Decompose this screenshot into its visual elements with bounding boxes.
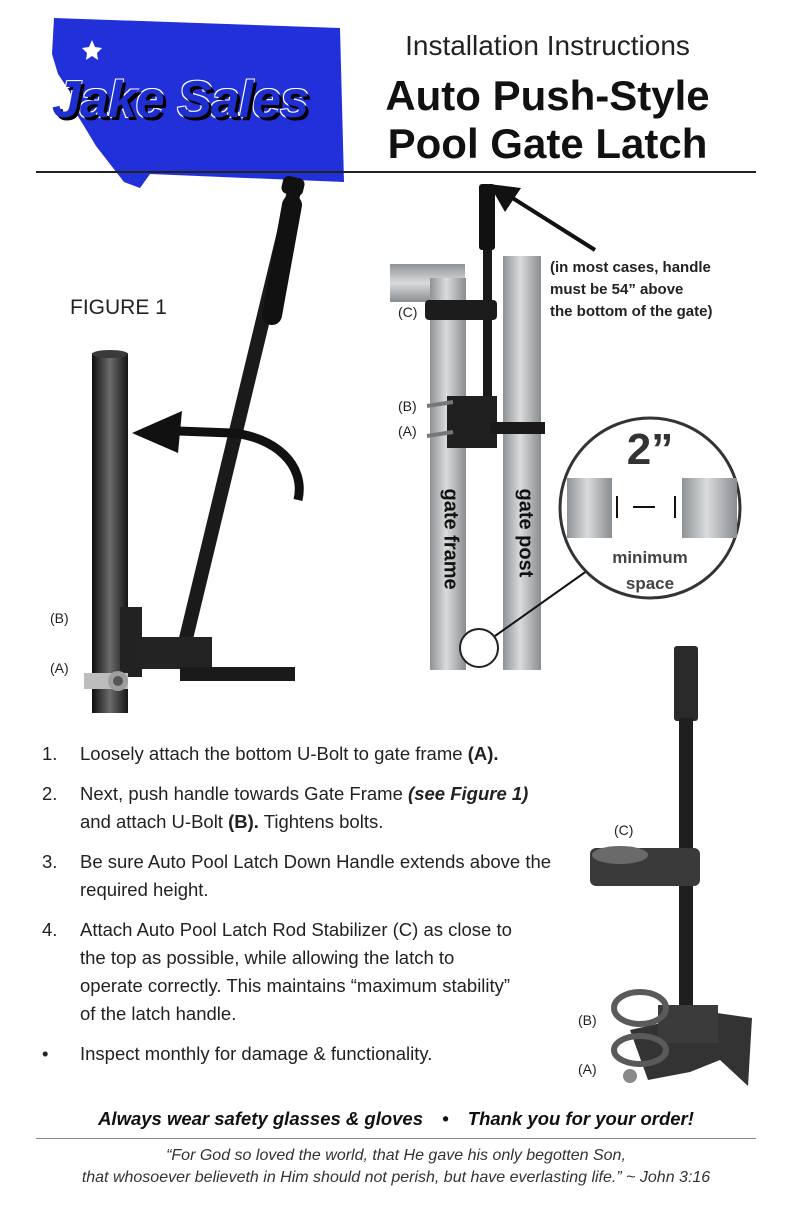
note-line-2: must be 54” above [550, 281, 684, 298]
figure-3-label-a: (A) [578, 1061, 597, 1077]
figure-3-label-b: (B) [578, 1012, 597, 1028]
step-number: 3. [42, 851, 58, 872]
height-note [550, 257, 770, 323]
height-arrow [503, 192, 595, 250]
step-text: Next, push handle towards Gate Frame (see Figure 1) and attach U-Bolt (B). Tightens bolts. [80, 783, 529, 832]
figure-2-label-b: (B) [398, 398, 417, 414]
footer-divider [36, 1138, 756, 1139]
page-title [350, 72, 745, 168]
note-line-1: (in most cases, handle [550, 259, 711, 276]
figure-2-label-a: (A) [398, 423, 417, 439]
gate-post-label: gate post [514, 488, 537, 578]
figure-1-illustration [60, 175, 320, 720]
step-2 [42, 780, 562, 836]
note-line-3: the bottom of the gate) [550, 303, 713, 320]
instruction-list [42, 740, 562, 1080]
figure-1-label: FIGURE 1 [70, 296, 167, 319]
u-bolt-b [120, 607, 142, 677]
step-text: Attach Auto Pool Latch Rod Stabilizer (C) as close to the top as possible, while allowing the latch to operate correctly. This maintains “maximum stability” of the latch handle. [80, 919, 512, 1024]
header-divider [36, 171, 756, 173]
minimum-space-value: 2” [626, 425, 674, 474]
figure-3-product-photo [570, 640, 760, 1090]
step-number: 4. [42, 919, 58, 940]
scripture-quote [20, 1145, 772, 1189]
safety-note: Always wear safety glasses & gloves [98, 1108, 424, 1129]
subtitle: Installation Instructions [405, 30, 690, 61]
title-line-1: Auto Push-Style [385, 72, 710, 119]
latch-bracket [447, 396, 497, 448]
base-bracket [142, 637, 212, 669]
step-text: Inspect monthly for damage & functionality. [80, 1043, 433, 1064]
step-text: Loosely attach the bottom U-Bolt to gate frame (A). [80, 743, 499, 764]
step-3 [42, 848, 562, 904]
thank-you-note: Thank you for your order! [467, 1108, 694, 1129]
callout-line-2: space [625, 574, 675, 593]
step-text: Be sure Auto Pool Latch Down Handle extends above the required height. [80, 851, 552, 900]
latch-plate [180, 667, 295, 681]
step-number: 2. [42, 783, 58, 804]
bullet-icon: • [42, 1043, 49, 1064]
gate-frame-label: gate frame [439, 488, 462, 590]
footer-separator: • [442, 1108, 449, 1129]
detail-marker-circle [460, 629, 498, 667]
safety-footer [36, 1108, 756, 1130]
figure-1-label-a: (A) [50, 660, 69, 676]
figure-1-label-b: (B) [50, 610, 69, 626]
quote-line-1: “For God so loved the world, that He gave his only begotten Son, [166, 1147, 626, 1164]
callout-line-1: minimum [612, 548, 688, 567]
figure-3-label-c: (C) [614, 822, 634, 838]
step-4 [42, 916, 562, 1028]
rod-stabilizer-c [425, 300, 497, 320]
logo-text: Jake Sales [52, 71, 309, 129]
minimum-space-caption [585, 545, 715, 597]
title-line-2: Pool Gate Latch [387, 120, 708, 167]
quote-line-2: that whosoever believeth in Him should not perish, but have everlasting life.” ~ John 3:16 [81, 1169, 711, 1186]
figure-2-label-c: (C) [398, 304, 418, 320]
step-number: 1. [42, 743, 58, 764]
step-bullet [42, 1040, 562, 1068]
handle-grip [674, 646, 698, 721]
step-1 [42, 740, 562, 768]
